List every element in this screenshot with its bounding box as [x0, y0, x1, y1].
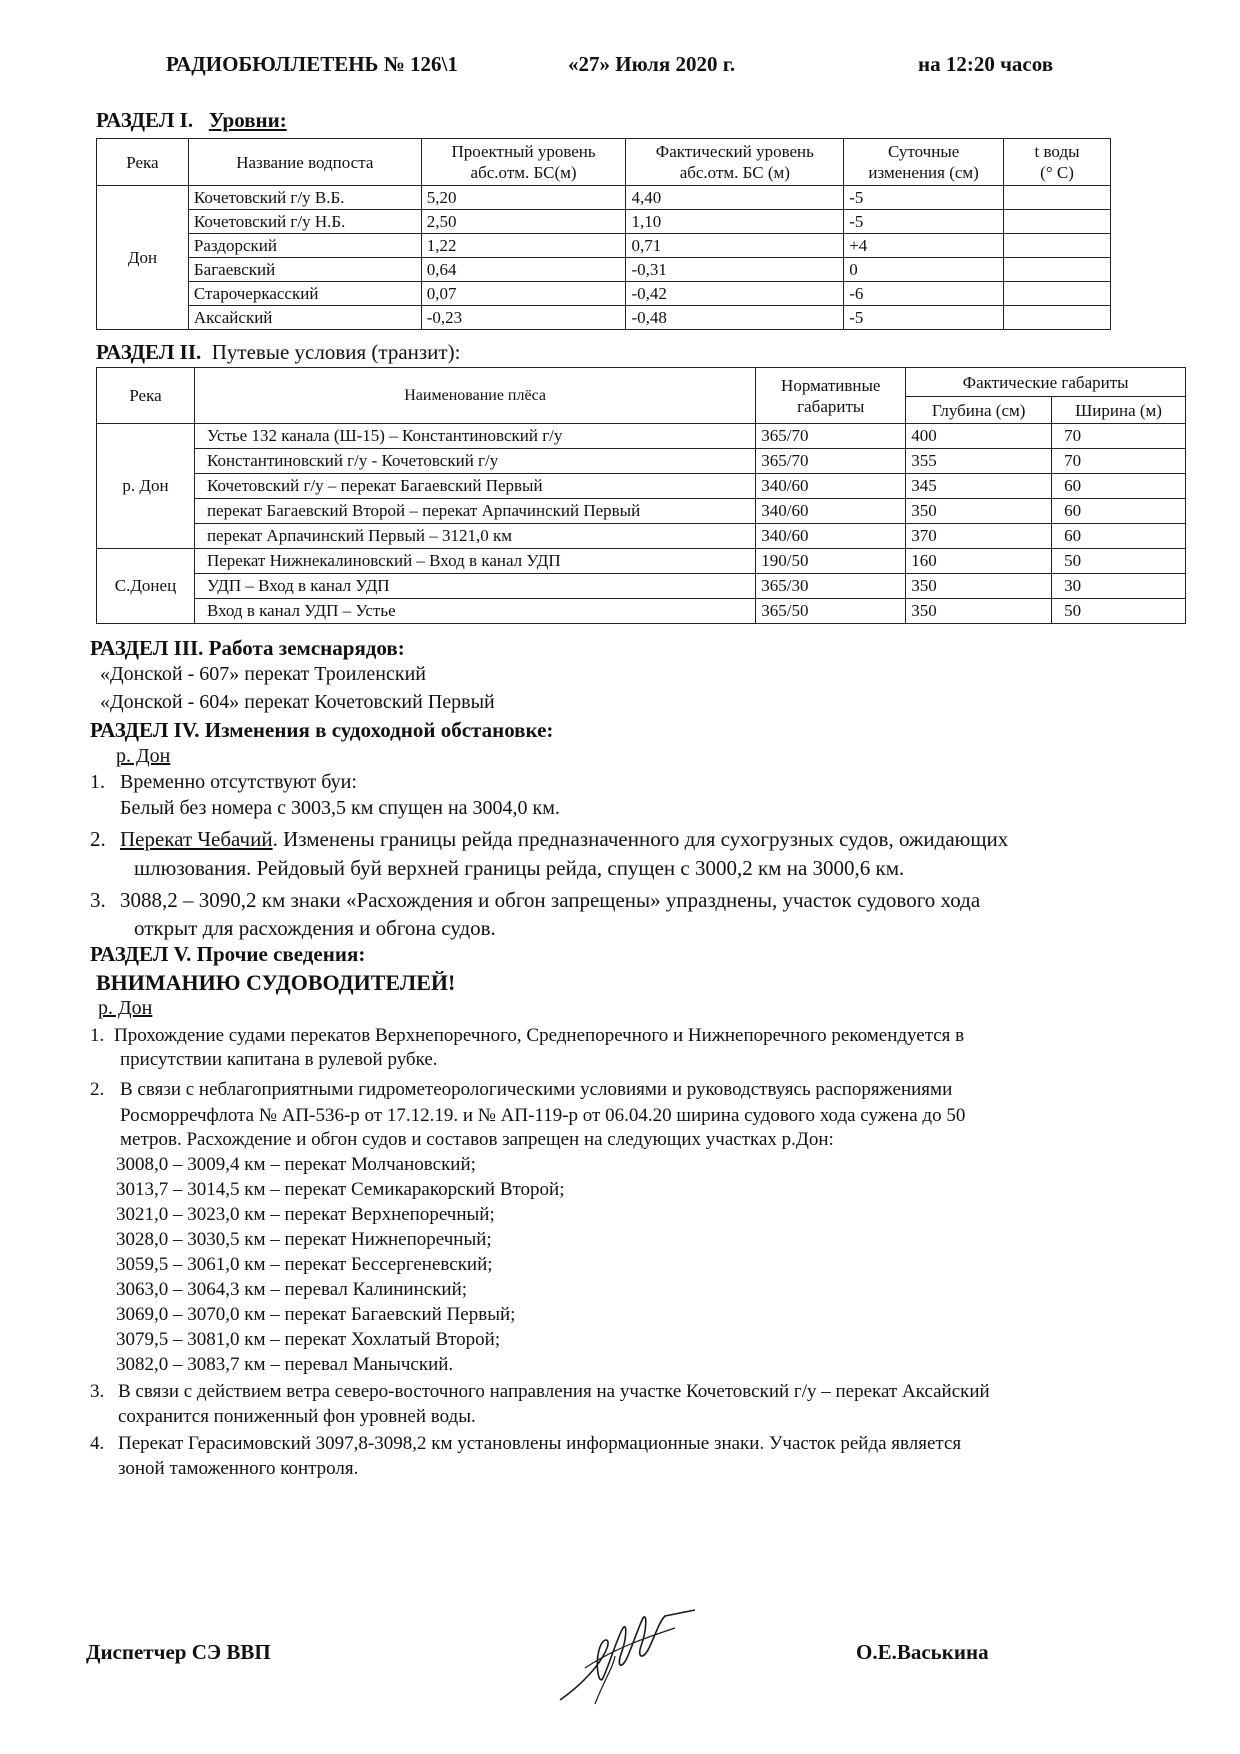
table-row — [97, 499, 1186, 524]
levels-station: Багаевский — [188, 258, 421, 282]
transit-depth: 400 — [906, 424, 1052, 449]
transit-depth: 350 — [906, 599, 1052, 624]
table-row — [97, 210, 1111, 234]
transit-width: 70 — [1052, 424, 1186, 449]
transit-col-river: Река — [97, 368, 195, 424]
levels-col-temp-line2: (° С) — [1040, 163, 1074, 182]
levels-col-actual — [626, 139, 844, 186]
levels-project: -0,23 — [421, 306, 626, 330]
section2-title — [96, 340, 460, 365]
restricted-stretch: 3059,5 – 3061,0 км – перекат Бессергеневский; — [116, 1254, 493, 1275]
transit-norm: 365/50 — [756, 599, 906, 624]
transit-col-norm-line2: габариты — [797, 396, 865, 416]
levels-change: 0 — [844, 258, 1004, 282]
levels-river-cell: Дон — [97, 186, 189, 330]
levels-station: Кочетовский г/у В.Б. — [188, 186, 421, 210]
signatory-position: Диспетчер СЭ ВВП — [86, 1640, 271, 1664]
transit-depth: 370 — [906, 524, 1052, 549]
section4-item1-num: 1. — [90, 771, 105, 793]
transit-norm: 340/60 — [756, 524, 906, 549]
transit-norm: 365/70 — [756, 424, 906, 449]
section5-item4-num: 4. — [90, 1433, 105, 1454]
levels-temp — [1004, 234, 1111, 258]
bulletin-title: РАДИОБЮЛЛЕТЕНЬ № 126\1 — [166, 52, 458, 76]
levels-project: 2,50 — [421, 210, 626, 234]
levels-temp — [1004, 258, 1111, 282]
section5-item4-line1: Перекат Герасимовский 3097,8-3098,2 км установлены информационные знаки. Участок рейда является — [118, 1433, 962, 1454]
levels-col-project-line1: Проектный уровень — [451, 142, 596, 161]
levels-project: 0,07 — [421, 282, 626, 306]
levels-temp — [1004, 210, 1111, 234]
transit-norm: 190/50 — [756, 549, 906, 574]
section5-item2-line2: Росморречфлота № АП-536-р от 17.12.19. и № АП-119-р от 06.04.20 ширина судового хода сужена до 50 — [120, 1105, 966, 1126]
section5-item1-line2: присутствии капитана в рулевой рубке. — [120, 1049, 438, 1070]
transit-depth: 160 — [906, 549, 1052, 574]
restricted-stretch: 3082,0 – 3083,7 км – перевал Манычский. — [116, 1354, 454, 1375]
section4-title: РАЗДЕЛ IV. Изменения в судоходной обстановке: — [90, 718, 554, 742]
transit-col-reach: Наименование плёса — [194, 368, 755, 424]
transit-col-actual: Фактические габариты — [906, 368, 1186, 397]
section2-title-rest: Путевые условия (транзит): — [211, 340, 461, 364]
transit-depth: 350 — [906, 574, 1052, 599]
restricted-stretch: 3079,5 – 3081,0 км – перекат Хохлатый Второй; — [116, 1329, 501, 1350]
dredger-item: «Донской - 604» перекат Кочетовский Первый — [100, 691, 495, 713]
transit-reach: Константиновский г/у - Кочетовский г/у — [194, 449, 755, 474]
levels-col-actual-line1: Фактический уровень — [655, 142, 814, 161]
table-row — [97, 306, 1111, 330]
levels-actual: -0,31 — [626, 258, 844, 282]
section4-item2-num: 2. — [90, 827, 106, 851]
levels-station: Старочеркасский — [188, 282, 421, 306]
transit-col-norm — [756, 368, 906, 424]
transit-reach: Кочетовский г/у – перекат Багаевский Первый — [194, 474, 755, 499]
section4-item3-num: 3. — [90, 888, 106, 912]
section5-item1-num: 1. — [90, 1025, 105, 1046]
section5-item3-line2: сохранится пониженный фон уровней воды. — [118, 1406, 476, 1427]
section5-item2-line3: метров. Расхождение и обгон судов и составов запрещен на следующих участках р.Дон: — [120, 1129, 834, 1150]
section5-item2-line1: В связи с неблагоприятными гидрометеорологическими условиями и руководствуясь распоряжениями — [120, 1079, 953, 1100]
transit-norm: 340/60 — [756, 499, 906, 524]
restricted-stretch: 3063,0 – 3064,3 км – перевал Калининский; — [116, 1279, 468, 1300]
restricted-stretch: 3013,7 – 3014,5 км – перекат Семикаракорский Второй; — [116, 1179, 565, 1200]
transit-depth: 345 — [906, 474, 1052, 499]
levels-header-row — [97, 139, 1111, 186]
table-row — [97, 474, 1186, 499]
section4-item1-line1: Временно отсутствуют буи: — [120, 771, 357, 793]
table-row — [97, 234, 1111, 258]
restricted-stretch: 3008,0 – 3009,4 км – перекат Молчановский; — [116, 1154, 476, 1175]
levels-col-project — [421, 139, 626, 186]
levels-col-actual-line2: абс.отм. БС (м) — [679, 163, 790, 182]
restricted-stretch: 3069,0 – 3070,0 км – перекат Багаевский Первый; — [116, 1304, 516, 1325]
dredger-item: «Донской - 607» перекат Троиленский — [100, 663, 426, 685]
table-row — [97, 524, 1186, 549]
levels-change: -5 — [844, 210, 1004, 234]
levels-change: -5 — [844, 186, 1004, 210]
section5-item3-line1: В связи с действием ветра северо-восточного направления на участке Кочетовский г/у – перекат Аксайский — [118, 1381, 990, 1402]
transit-depth: 355 — [906, 449, 1052, 474]
bulletin-time: на 12:20 часов — [918, 52, 1054, 76]
levels-project: 5,20 — [421, 186, 626, 210]
transit-col-width: Ширина (м) — [1052, 397, 1186, 424]
transit-table — [96, 367, 1186, 624]
transit-width: 70 — [1052, 449, 1186, 474]
transit-river-cell: р. Дон — [97, 424, 195, 549]
levels-actual: 1,10 — [626, 210, 844, 234]
table-row — [97, 574, 1186, 599]
restricted-stretch: 3021,0 – 3023,0 км – перекат Верхнепоречный; — [116, 1204, 495, 1225]
transit-width: 60 — [1052, 524, 1186, 549]
transit-norm: 365/70 — [756, 449, 906, 474]
section4-item3-line2: открыт для расхождения и обгона судов. — [134, 916, 496, 940]
section2-title-bold: РАЗДЕЛ II. — [96, 340, 202, 364]
levels-actual: 0,71 — [626, 234, 844, 258]
transit-col-norm-line1: Нормативные — [781, 375, 881, 395]
section4-item2-line1-rest: . Изменены границы рейда предназначенного для сухогрузных судов, ожидающих — [272, 827, 1009, 851]
levels-project: 1,22 — [421, 234, 626, 258]
levels-col-temp — [1004, 139, 1111, 186]
section1-title — [96, 108, 287, 133]
table-row — [97, 186, 1111, 210]
signatory-name: О.Е.Васькина — [856, 1640, 989, 1664]
transit-reach: перекат Багаевский Второй – перекат Арпачинский Первый — [194, 499, 755, 524]
transit-river-cell: С.Донец — [97, 549, 195, 624]
transit-width: 60 — [1052, 474, 1186, 499]
transit-reach: УДП – Вход в канал УДП — [194, 574, 755, 599]
levels-station: Аксайский — [188, 306, 421, 330]
table-row — [97, 258, 1111, 282]
levels-temp — [1004, 282, 1111, 306]
transit-header-row — [97, 368, 1186, 397]
levels-change: +4 — [844, 234, 1004, 258]
levels-actual: -0,48 — [626, 306, 844, 330]
restricted-stretch: 3028,0 – 3030,5 км – перекат Нижнепоречный; — [116, 1229, 492, 1250]
section5-title: РАЗДЕЛ V. Прочие сведения: — [90, 942, 366, 966]
levels-col-daily-line2: изменения (см) — [868, 163, 979, 182]
levels-temp — [1004, 306, 1111, 330]
section4-river: р. Дон — [116, 745, 171, 767]
attention-heading: ВНИМАНИЮ СУДОВОДИТЕЛЕЙ! — [96, 970, 456, 995]
section5-item3-num: 3. — [90, 1381, 105, 1402]
section4-item1-line2: Белый без номера с 3003,5 км спущен на 3004,0 км. — [120, 797, 560, 819]
transit-reach: перекат Арпачинский Первый – 3121,0 км — [194, 524, 755, 549]
levels-actual: -0,42 — [626, 282, 844, 306]
transit-norm: 365/30 — [756, 574, 906, 599]
transit-width: 60 — [1052, 499, 1186, 524]
levels-actual: 4,40 — [626, 186, 844, 210]
transit-depth: 350 — [906, 499, 1052, 524]
section1-title-rest: Уровни: — [208, 108, 287, 132]
bulletin-date: «27» Июля 2020 г. — [568, 52, 736, 76]
table-row — [97, 282, 1111, 306]
transit-reach: Вход в канал УДП – Устье — [194, 599, 755, 624]
levels-col-station: Название водпоста — [188, 139, 421, 186]
section3-title: РАЗДЕЛ III. Работа земснарядов: — [90, 636, 405, 660]
section4-item2-line2: шлюзования. Рейдовый буй верхней границы рейда, спущен с 3000,2 км на 3000,6 км. — [134, 856, 905, 880]
transit-width: 50 — [1052, 599, 1186, 624]
levels-col-daily-line1: Суточные — [887, 142, 960, 161]
table-row — [97, 549, 1186, 574]
transit-width: 50 — [1052, 549, 1186, 574]
table-row — [97, 424, 1186, 449]
section5-item2-num: 2. — [90, 1079, 105, 1100]
table-row — [97, 449, 1186, 474]
levels-temp — [1004, 186, 1111, 210]
levels-project: 0,64 — [421, 258, 626, 282]
transit-reach: Устье 132 канала (Ш-15) – Константиновский г/у — [194, 424, 755, 449]
levels-change: -5 — [844, 306, 1004, 330]
levels-table — [96, 138, 1111, 330]
levels-station: Кочетовский г/у Н.Б. — [188, 210, 421, 234]
section5-river: р. Дон — [98, 997, 153, 1019]
signature-image — [555, 1608, 705, 1718]
levels-col-river: Река — [97, 139, 189, 186]
levels-col-daily — [844, 139, 1004, 186]
section4-item2-line1 — [120, 827, 1008, 852]
levels-station: Раздорский — [188, 234, 421, 258]
section5-item1-line1: Прохождение судами перекатов Верхнепоречного, Среднепоречного и Нижнепоречного рекомендуется в — [114, 1025, 965, 1046]
section1-title-bold: РАЗДЕЛ I. — [96, 108, 194, 132]
levels-col-project-line2: абс.отм. БС(м) — [470, 163, 577, 182]
transit-col-depth: Глубина (см) — [906, 397, 1052, 424]
table-row — [97, 599, 1186, 624]
transit-norm: 340/60 — [756, 474, 906, 499]
levels-change: -6 — [844, 282, 1004, 306]
section4-item2-link: Перекат Чебачий — [120, 827, 273, 851]
levels-col-temp-line1: t воды — [1034, 142, 1080, 161]
section5-item4-line2: зоной таможенного контроля. — [118, 1458, 359, 1479]
transit-reach: Перекат Нижнекалиновский – Вход в канал УДП — [194, 549, 755, 574]
transit-width: 30 — [1052, 574, 1186, 599]
section4-item3-line1: 3088,2 – 3090,2 км знаки «Расхождения и обгон запрещены» упразднены, участок судового хода — [120, 888, 981, 912]
